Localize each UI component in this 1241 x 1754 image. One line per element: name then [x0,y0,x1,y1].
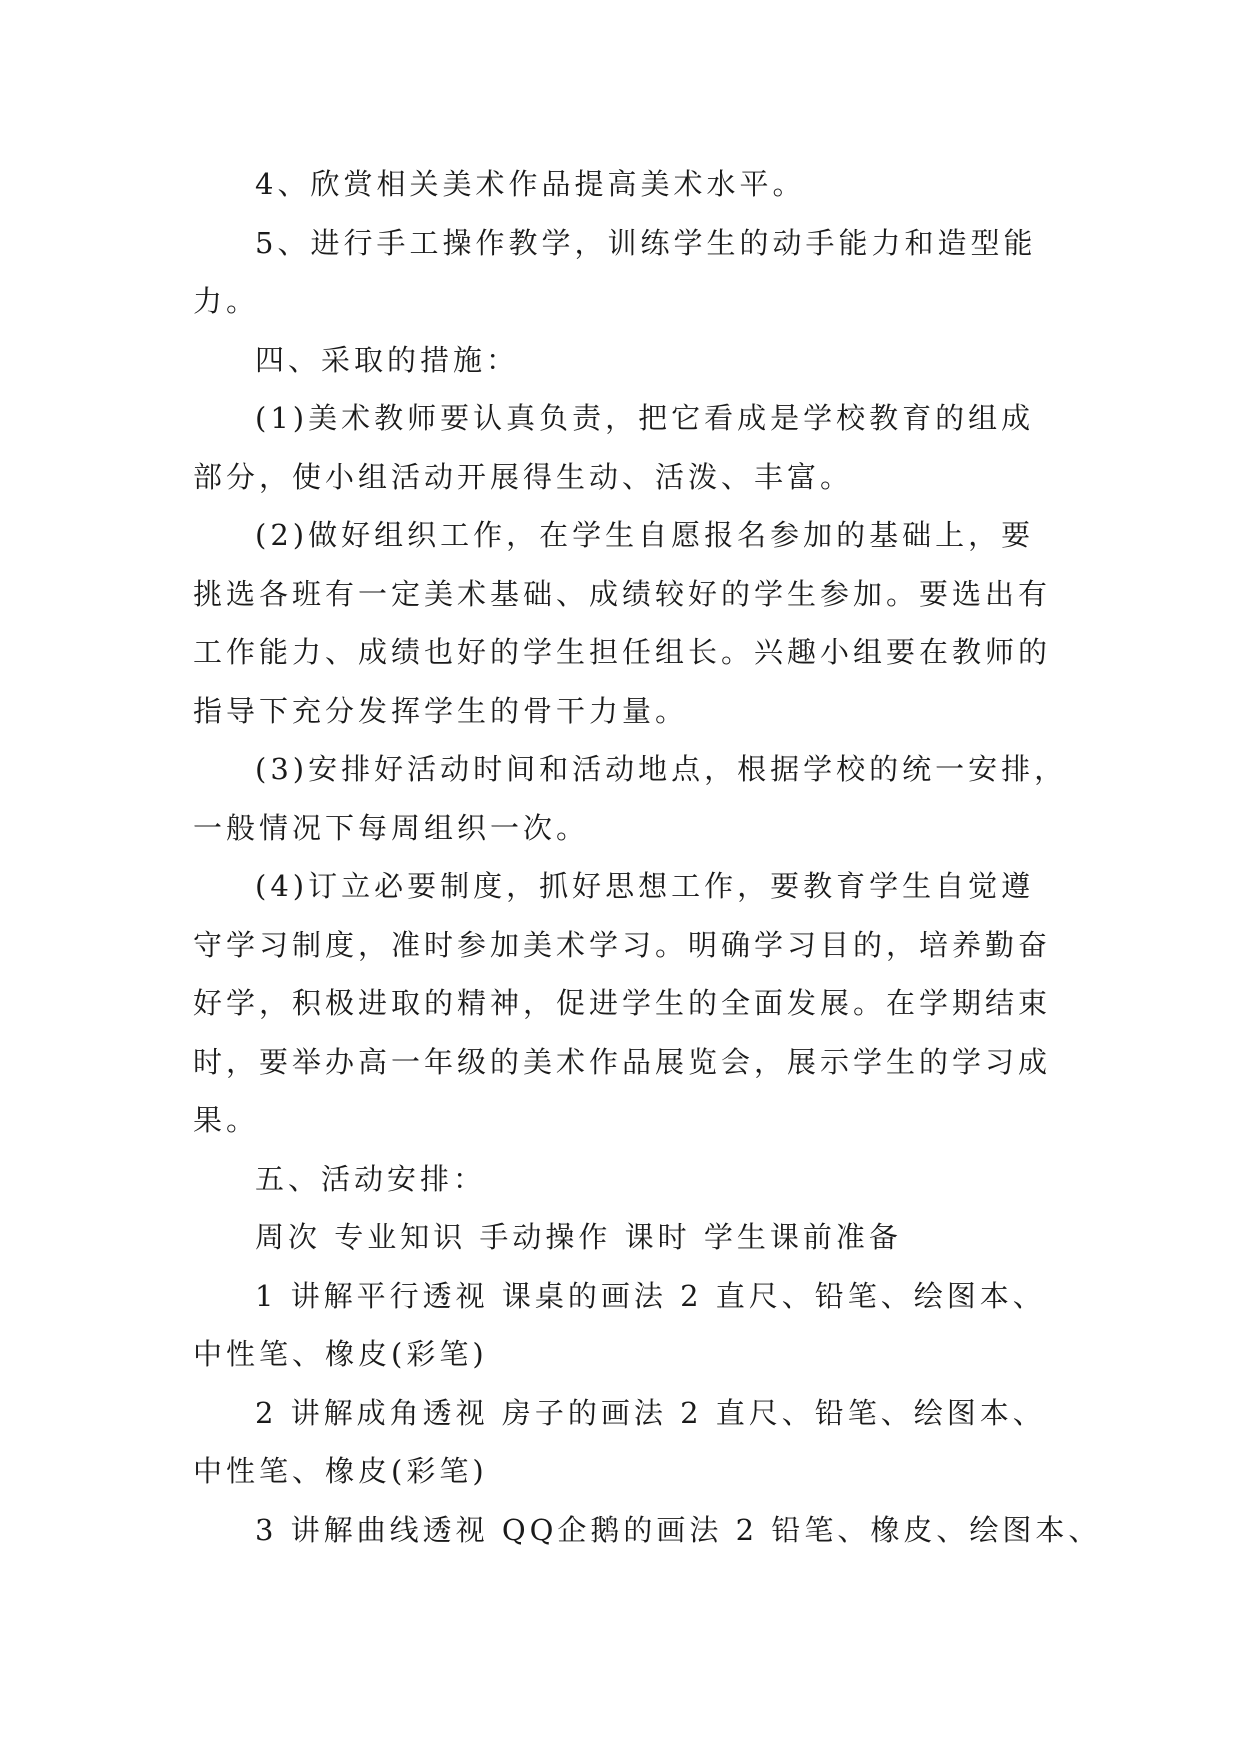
text-line: 中性笔、橡皮(彩笔) [193,1454,488,1488]
text-line: 中性笔、橡皮(彩笔) [193,1337,488,1371]
text-line: 工作能力、成绩也好的学生担任组长。兴趣小组要在教师的 [193,635,1052,669]
text-line: (2)做好组织工作，在学生自愿报名参加的基础上，要 [255,518,1035,552]
text-line: 四、采取的措施： [255,342,520,377]
text-line: 指导下充分发挥学生的骨干力量。 [193,693,689,728]
text-line: 果。 [193,1103,260,1137]
text-line: (3)安排好活动时间和活动地点，根据学校的统一安排， [255,752,1068,786]
text-line: 力。 [193,284,260,318]
text-line: 3 讲解曲线透视 QQ企鹅的画法 2 铅笔、橡皮、绘图本、 [255,1512,1102,1547]
text-line: 部分，使小组活动开展得生动、活泼、丰富。 [193,459,854,494]
text-line: 时，要举办高一年级的美术作品展览会，展示学生的学习成 [193,1044,1052,1079]
text-line: 一般情况下每周组织一次。 [193,810,590,845]
text-line: (4)订立必要制度，抓好思想工作，要教育学生自觉遵 [255,869,1035,903]
text-line: 1 讲解平行透视 课桌的画法 2 直尺、铅笔、绘图本、 [255,1278,1046,1313]
text-line: 好学，积极进取的精神，促进学生的全面发展。在学期结束 [193,986,1052,1020]
body-text [193,155,1102,1559]
text-line: (1)美术教师要认真负责，把它看成是学校教育的组成 [255,401,1035,435]
text-line: 2 讲解成角透视 房子的画法 2 直尺、铅笔、绘图本、 [255,1395,1046,1430]
text-line: 守学习制度，准时参加美术学习。明确学习目的，培养勤奋 [193,927,1052,962]
text-line: 4、欣赏相关美术作品提高美术水平。 [255,167,806,201]
text-line: 5、进行手工操作教学，训练学生的动手能力和造型能 [255,225,1037,260]
text-line: 周次 专业知识 手动操作 课时 学生课前准备 [255,1220,902,1254]
text-line: 挑选各班有一定美术基础、成绩较好的学生参加。要选出有 [193,576,1052,611]
text-line: 五、活动安排： [255,1161,487,1196]
